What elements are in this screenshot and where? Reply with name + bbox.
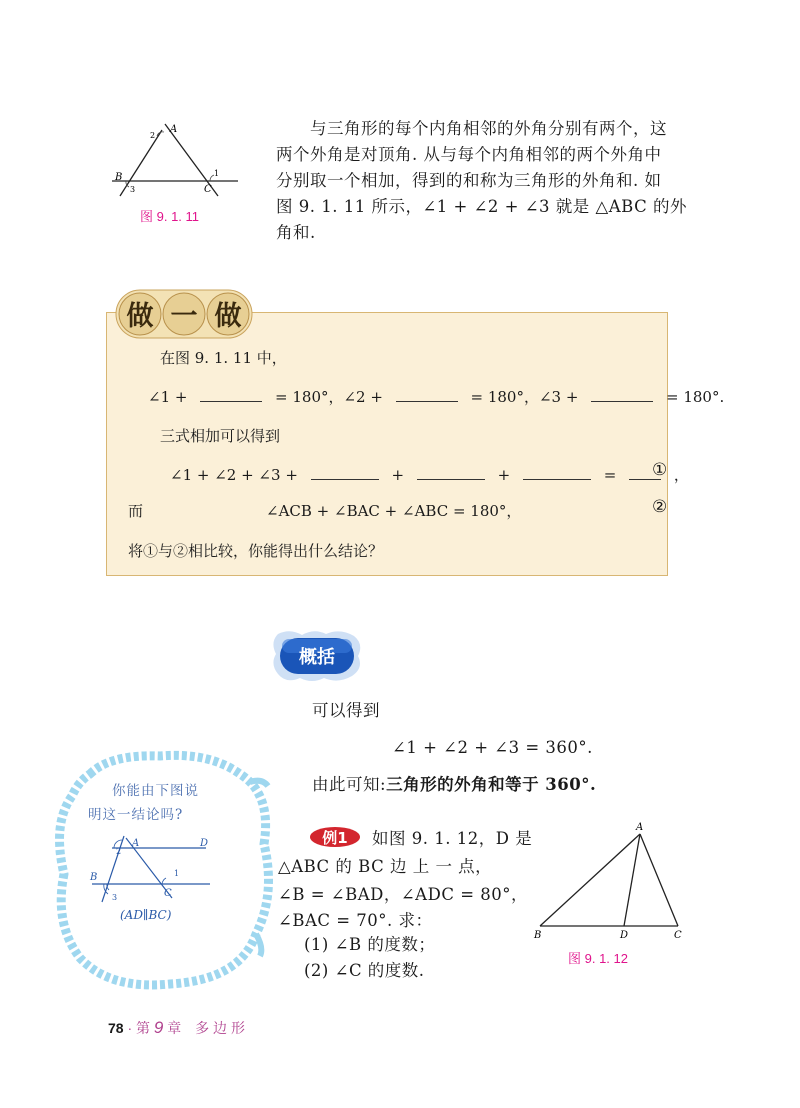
fig1-label-2: 2 (150, 131, 156, 140)
activity-line6: 将①与②相比较，你能得出什么结论？ (128, 542, 384, 560)
activity-line3: 三式相加可以得到 (160, 427, 281, 445)
activity-title-char: 一 (170, 301, 198, 332)
fig1-label-C: C (204, 184, 212, 195)
example-line1: 如图 9. 1. 12，D 是 (372, 829, 533, 848)
line4-plus: + (497, 466, 511, 484)
blank-3 (591, 385, 653, 402)
blank-1 (200, 385, 262, 402)
example-line4: ∠BAC = 70°. 求： (278, 911, 433, 930)
activity-line4 (170, 463, 689, 485)
bubble-label-1: 1 (174, 869, 180, 878)
fig1-label-3: 3 (130, 185, 136, 194)
figure-caption-9-1-12: 图 9. 1. 12 (568, 951, 628, 966)
line4-plus: + (391, 466, 405, 484)
page-footer (108, 1018, 245, 1038)
blank-6 (523, 463, 591, 480)
fig1-label-A: A (170, 124, 178, 135)
blank-5 (417, 463, 485, 480)
figure-9-1-12 (530, 820, 690, 944)
chapter-suffix: 章 (167, 1020, 182, 1036)
bubble-line2: 明这一结论吗? (88, 807, 184, 823)
bubble-figure (88, 832, 218, 906)
bubble-label-D: D (200, 838, 209, 849)
fig2-label-A: A (636, 822, 644, 833)
bubble-label-2: 2 (116, 847, 122, 856)
footer-dot: · (127, 1020, 133, 1036)
figure-caption-9-1-11: 图 9. 1. 11 (140, 209, 200, 224)
activity-line5-prefix: 而 (128, 502, 144, 520)
example-line3: ∠B = ∠BAD，∠ADC = 80°， (278, 885, 529, 904)
example-badge-label: 例1 (322, 829, 348, 847)
summary-formula: ∠1 + ∠2 + ∠3 = 360°. (392, 738, 593, 757)
figure-9-1-11 (110, 118, 245, 200)
fig2-label-B: B (534, 930, 542, 941)
line4-eq: = (603, 466, 617, 484)
activity-title-char: 做 (126, 301, 154, 332)
activity-line2 (148, 385, 724, 407)
intro-line: 角和. (276, 223, 316, 242)
fig2-label-D: D (620, 930, 629, 941)
activity-title-char: 做 (214, 301, 242, 332)
bubble-label-C: C (164, 888, 172, 899)
intro-line: 分别取一个相加，得到的和称为三角形的外角和. 如 (276, 171, 662, 190)
bubble-label-A: A (132, 838, 140, 849)
intro-paragraph (276, 116, 696, 246)
line4-left: ∠1 + ∠2 + ∠3 + (170, 466, 298, 484)
activity-line5: ∠ACB + ∠BAC + ∠ABC = 180°， (266, 502, 522, 520)
bubble-line1: 你能由下图说 (112, 783, 199, 799)
intro-line: 两个外角是对顶角. 从与每个内角相邻的两个外角中 (276, 145, 662, 164)
line2-part: ∠1 + (148, 388, 188, 406)
bubble-label-3: 3 (112, 893, 118, 902)
blank-2 (396, 385, 458, 402)
bubble-label-B: B (90, 872, 98, 883)
intro-line: 图 9. 1. 11 所示，∠1 + ∠2 + ∠3 就是 △ABC 的外 (276, 197, 687, 216)
summary-conclusion (312, 772, 596, 798)
blank-4 (311, 463, 379, 480)
chapter-number: 9 (153, 1018, 164, 1037)
line2-part: = 180°，∠2 + (275, 388, 383, 406)
page-number: 78 (108, 1020, 124, 1036)
example-q1: (1) ∠B 的度数； (304, 935, 436, 954)
example-q2: (2) ∠C 的度数. (304, 961, 425, 980)
line2-part: = 180°，∠3 + (470, 388, 579, 406)
line2-part: = 180°. (665, 388, 725, 406)
line4-comma: ， (673, 466, 689, 484)
bubble-note: (AD∥BC) (120, 908, 172, 922)
intro-line: 与三角形的每个内角相邻的外角分别有两个，这 (310, 119, 667, 138)
conclusion-prefix: 由此可知: (312, 775, 387, 794)
conclusion-bold: 三角形的外角和等于 360°. (386, 775, 597, 794)
summary-title: 概括 (299, 647, 335, 668)
marker-1: ① (652, 460, 668, 480)
activity-line1: 在图 9. 1. 11 中， (160, 349, 287, 367)
fig2-label-C: C (674, 930, 682, 941)
fig1-label-1: 1 (214, 169, 220, 178)
marker-2: ② (652, 497, 668, 517)
example-line2: △ABC 的 BC 边 上 一 点， (278, 857, 493, 876)
fig1-label-B: B (115, 172, 123, 183)
activity-title (118, 294, 250, 333)
chapter-prefix: 第 (136, 1020, 151, 1036)
chapter-title: 多 边 形 (195, 1020, 245, 1036)
summary-line1: 可以得到 (312, 701, 380, 720)
